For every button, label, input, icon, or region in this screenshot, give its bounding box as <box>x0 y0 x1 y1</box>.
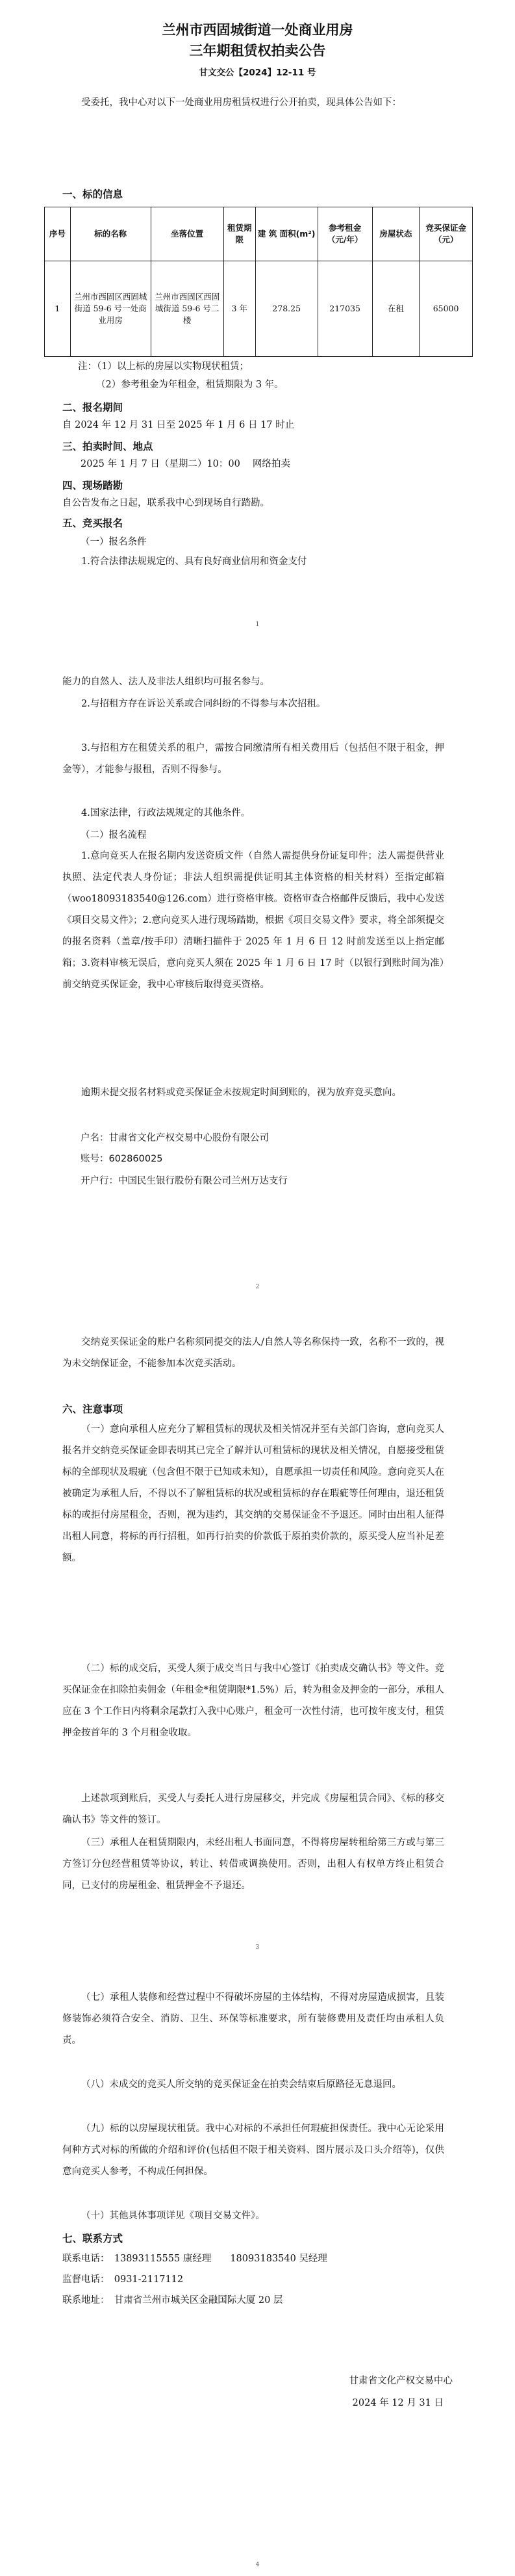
table-note-2: （2）参考租金为年租金，租赁期限为 3 年。 <box>96 380 284 390</box>
table-cell: 1 <box>45 261 71 357</box>
page-number: 1 <box>255 621 260 628</box>
site-visit-text: 自公告发布之日起，联系我中心到现场自行踏勘。 <box>62 498 270 508</box>
doc-title-line1: 兰州市西固城街道一处商业用房 <box>162 22 353 38</box>
auction-time: 2025 年 1 月 7 日（星期二）10：00 网络拍卖 <box>81 459 290 469</box>
condition-1-part1: 1.符合法律法规规定的、具有良好商业信用和资金支付 <box>81 556 307 567</box>
condition-1-part2: 能力的自然人、法人及非法人组织均可报名参与。 <box>62 677 270 687</box>
col-header: 序号 <box>45 207 71 261</box>
col-header: 租赁期限 <box>223 207 255 261</box>
registration-process-heading: （二）报名流程 <box>81 830 147 840</box>
table-cell: 兰州市西固区西固城街道 59-6 号二楼 <box>151 261 223 357</box>
condition-3: 3.与招租方在租赁关系的租户，需按合同缴清所有相关费用后（包括但不限于租金，押金等），才能参与报租，否则不得参与。 <box>62 743 444 775</box>
registration-conditions-heading: （一）报名条件 <box>81 537 147 547</box>
contact-phone: 联系电话： 13893115555 康经理 18093183540 吴经理 <box>62 2254 327 2264</box>
process-paragraph: 1.意向竞买人在报名期内发送资质文件（自然人需提供身份证复印件；法人需提供营业执照、法定代表人身份证；非法人组织需提供证明其主体资格的相关材料）至指定邮箱（woo18093183540@126.com）进行资格审核。资格审查合格邮件反馈后，我中心发送《项目交易文件》；2.意向竞买人进行现场踏勘，根据《项目交易文件》要求，将全部须提交的报名资料（盖章/按手印）清晰扫描件于 2025 年 1 月 6 日 12 时前发送至以上指定邮箱；3.资料审核无误后，意向竞买人须在 2025 年 1 月 6 日 17 时（以银行到账时间为准）前交纳竞买保证金，我中心审核后取得竞买资格。 <box>62 851 444 990</box>
col-header: 房屋状态 <box>372 207 419 261</box>
intro-paragraph: 受委托，我中心对以下一处商业用房租赁权进行公开拍卖，现具体公告如下： <box>81 98 401 108</box>
condition-4: 4.国家法律，行政法规规定的其他条件。 <box>81 808 251 818</box>
table-cell: 3 年 <box>223 261 255 357</box>
page-number: 4 <box>255 2562 260 2568</box>
notice-9: （九）标的以房屋现状租赁。我中心对标的不承担任何瑕疵担保责任。我中心无论采用何种方式对标的所做的介绍和评价(包括但不限于相关资料、图片展示及口头介绍等)，仅供意向竞买人参考，不构成任何担保。 <box>62 2124 444 2177</box>
section3-heading: 三、拍卖时间、地点 <box>62 441 153 452</box>
notice-7: （七）承租人装修和经营过程中不得破坏房屋的主体结构，不得对房屋造成损害，且装修装饰必须符合安全、消防、卫生、环保等标准要求，所有装修费用及责任均由承租人负责。 <box>62 1992 444 2046</box>
table-cell: 在租 <box>372 261 419 357</box>
table-cell: 兰州市西固区西固城街道 59-6 号一处商业用房 <box>70 261 151 357</box>
table-cell: 217035 <box>318 261 372 357</box>
table-cell: 65000 <box>420 261 473 357</box>
notice-2b: 上述款项到账后，买受人与委托人进行房屋移交，并完成《房屋租赁合同》、《标的移交确认书》等文件的签订。 <box>62 1793 444 1825</box>
notice-8: （八）未成交的竞买人所交纳的竞买保证金在拍卖会结束后原路径无息退回。 <box>81 2079 401 2090</box>
col-header: 建 筑 面积(m²) <box>255 207 318 261</box>
section1-heading: 一、标的信息 <box>62 189 123 200</box>
doc-number: 甘文交公【2024】12-11 号 <box>199 68 316 78</box>
page-number: 3 <box>255 1944 260 1951</box>
table-header-row <box>45 207 473 261</box>
notice-1: （一）意向承租人应充分了解租赁标的现状及相关情况并至有关部门咨询，意向竞买人报名并交纳竞买保证金即表明其已完全了解并认可租赁标的现状及相关情况，自愿接受租赁标的全部现状及瑕疵（包含但不限于已知或未知），自愿承担一切责任和风险。意向竞买人在被确定为承租人后，不得以不了解租赁标的状况或租赁标的存在瑕疵等任何理由，退还租赁标的或拒付房屋租金，否则，视为违约，其交纳的交易保证金不予退还。同时由出租人征得出租人同意，将标的再行招租，如再行拍卖的价款低于原拍卖价款的，原买受人应当补足差额。 <box>62 1424 444 1563</box>
section5-heading: 五、竞买报名 <box>62 517 123 529</box>
notice-2: （二）标的成交后，买受人须于成交当日与我中心签订《拍卖成交确认书》等文件。竞买保证金在扣除拍卖佣金（年租金*租赁期限*1.5%）后，转为租金及押金的一部分，承租人应在 3 个工作日内将剩余尾款打入我中心账户，租金可一次性付清，也可按年度支付，租赁押金按首年的 3 个月租金收取。 <box>62 1663 444 1738</box>
section7-heading: 七、联系方式 <box>62 2233 123 2244</box>
col-header: 参考租金（元/年） <box>318 207 372 261</box>
supervision-phone: 监督电话： 0931-2117112 <box>62 2274 184 2285</box>
signature-date: 2024 年 12 月 31 日 <box>352 2398 444 2408</box>
section6-heading: 六、注意事项 <box>62 1403 123 1415</box>
col-header: 坐落位置 <box>151 207 223 261</box>
doc-title-line2: 三年期租赁权拍卖公告 <box>189 43 326 59</box>
page-3 <box>0 1319 515 1974</box>
signature-org: 甘肃省文化产权交易中心 <box>349 2376 453 2386</box>
page-4 <box>0 1974 515 2576</box>
lot-table <box>44 207 473 357</box>
notice-3: （三）承租人在租赁期限内，未经出租人书面同意，不得将房屋转租给第三方或与第三方签订分包经营租赁等协议，转让、转借或调换使用。否则，出租人有权单方终止租赁合同，已支付的房屋租金、租赁押金不予退还。 <box>62 1838 444 1891</box>
col-header: 标的名称 <box>70 207 151 261</box>
bank-name: 开户行：中国民生银行股份有限公司兰州万达支行 <box>81 1176 288 1186</box>
page-number: 2 <box>255 1284 260 1290</box>
page-2 <box>0 658 515 1319</box>
notice-10: （十）其他具体事项详见《项目交易文件》。 <box>81 2211 265 2221</box>
condition-2: 2.与招租方存在诉讼关系或合同纠纷的不得参与本次招租。 <box>81 699 326 709</box>
registration-period: 自 2024 年 12 月 31 日至 2025 年 1 月 6 日 17 时止 <box>62 420 295 430</box>
contact-address: 联系地址： 甘肃省兰州市城关区金融国际大厦 20 层 <box>62 2295 283 2306</box>
deposit-name-notice: 交纳竞买保证金的账户名称须同提交的法人/自然人等名称保持一致，名称不一致的，视为未交纳保证金，不能参加本次竞买活动。 <box>62 1337 444 1369</box>
section2-heading: 二、报名期间 <box>62 402 123 413</box>
section4-heading: 四、现场踏勘 <box>62 480 123 491</box>
col-header: 竞买保证金（元） <box>420 207 473 261</box>
table-row <box>45 261 473 357</box>
account-number: 账号：602860025 <box>81 1154 163 1164</box>
deadline-notice: 逾期未提交报名材料或竞买保证金未按规定时间到账的，视为放弃竞买意向。 <box>81 1087 401 1098</box>
account-name: 户名：甘肃省文化产权交易中心股份有限公司 <box>81 1133 269 1143</box>
table-cell: 278.25 <box>255 261 318 357</box>
page-1 <box>0 0 515 658</box>
table-note-1: 注：（1）以上标的房屋以实物现状租赁； <box>78 361 249 372</box>
